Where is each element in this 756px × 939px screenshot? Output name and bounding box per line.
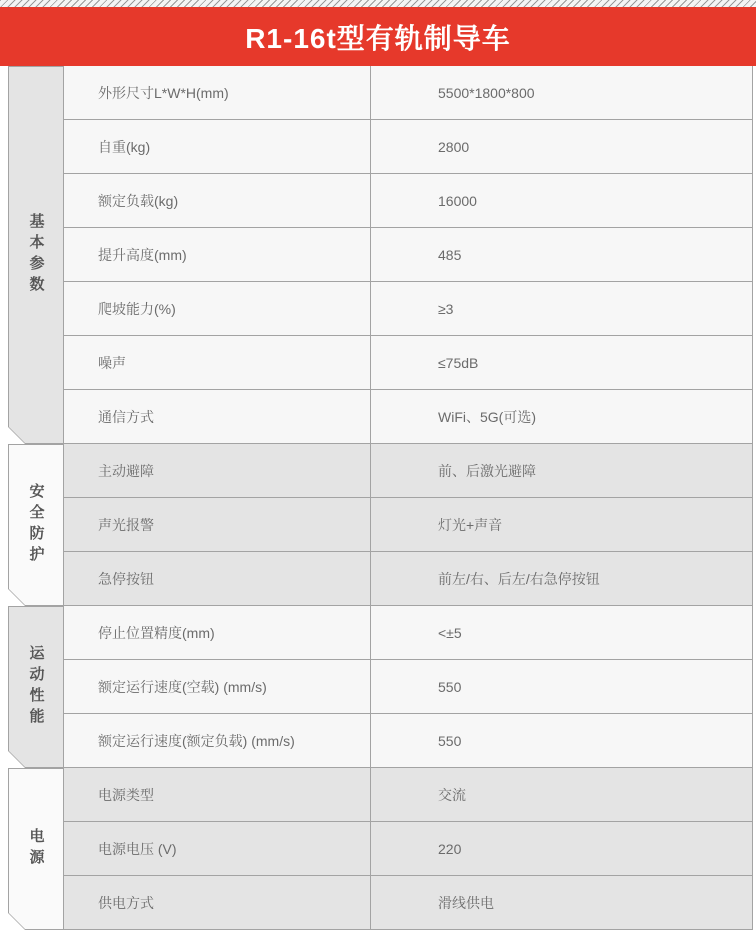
spec-label-cell: 声光报警 [64, 498, 371, 551]
spec-value-cell: 220 [438, 840, 462, 857]
sidebar-section-safety [8, 444, 64, 606]
spec-row [64, 660, 752, 714]
spec-label-cell: 电源电压 (V) [64, 822, 371, 875]
spec-row [64, 390, 752, 444]
spec-value-cell: ≥3 [438, 300, 454, 317]
spec-row [64, 444, 752, 498]
sidebar-section-power [8, 768, 64, 930]
sidebar-section-label: 电源 [27, 828, 45, 870]
spec-label-cell: 主动避障 [64, 444, 371, 497]
spec-value-cell: 前左/右、后左/右急停按钮 [438, 570, 600, 587]
spec-row [64, 714, 752, 768]
spec-value-cell: 550 [438, 732, 462, 749]
spec-label-cell: 供电方式 [64, 876, 371, 929]
spec-value-cell: 灯光+声音 [438, 516, 503, 533]
spec-value-cell: 2800 [438, 138, 470, 155]
spec-label-cell: 停止位置精度(mm) [64, 606, 371, 659]
spec-value-cell: 550 [438, 678, 462, 695]
title-banner [0, 7, 756, 66]
sidebar-section-label: 基本参数 [27, 213, 45, 297]
spec-value-cell: WiFi、5G(可选) [438, 408, 536, 425]
spec-row [64, 768, 752, 822]
spec-value-cell: ≤75dB [438, 354, 479, 371]
spec-label-cell: 额定运行速度(额定负载) (mm/s) [64, 714, 371, 767]
spec-label-cell: 自重(kg) [64, 120, 371, 173]
sidebar-section-basic-params [8, 66, 64, 444]
spec-label-cell: 外形尺寸L*W*H(mm) [64, 66, 371, 119]
spec-row [64, 336, 752, 390]
spec-label-cell: 通信方式 [64, 390, 371, 443]
spec-row [64, 66, 752, 120]
spec-value-cell: <±5 [438, 624, 462, 641]
spec-label-cell: 提升高度(mm) [64, 228, 371, 281]
spec-row [64, 228, 752, 282]
page-title: R1-16t型有轨制导车 [245, 22, 511, 54]
spec-value-cell: 前、后激光避障 [438, 462, 536, 479]
spec-row [64, 552, 752, 606]
spec-label-cell: 噪声 [64, 336, 371, 389]
sidebar-section-motion [8, 606, 64, 768]
spec-value-cell: 485 [438, 246, 462, 263]
hatched-top-border [0, 0, 756, 7]
spec-value-cell: 滑线供电 [438, 894, 494, 911]
spec-value-cell: 5500*1800*800 [438, 84, 535, 101]
spec-label-cell: 额定负载(kg) [64, 174, 371, 227]
spec-row [64, 876, 752, 930]
spec-row [64, 498, 752, 552]
sidebar-section-label: 安全防护 [27, 483, 45, 567]
spec-row [64, 282, 752, 336]
spec-table [8, 66, 753, 930]
spec-row [64, 174, 752, 228]
spec-label-cell: 电源类型 [64, 768, 371, 821]
spec-value-cell: 16000 [438, 192, 477, 209]
spec-label-cell: 急停按钮 [64, 552, 371, 605]
spec-value-cell: 交流 [438, 786, 466, 803]
spec-row [64, 822, 752, 876]
spec-row [64, 606, 752, 660]
spec-label-cell: 额定运行速度(空载) (mm/s) [64, 660, 371, 713]
spec-label-cell: 爬坡能力(%) [64, 282, 371, 335]
spec-row [64, 120, 752, 174]
category-sidebar [8, 66, 64, 930]
spec-rows [64, 66, 753, 930]
sidebar-section-label: 运动性能 [27, 645, 45, 729]
